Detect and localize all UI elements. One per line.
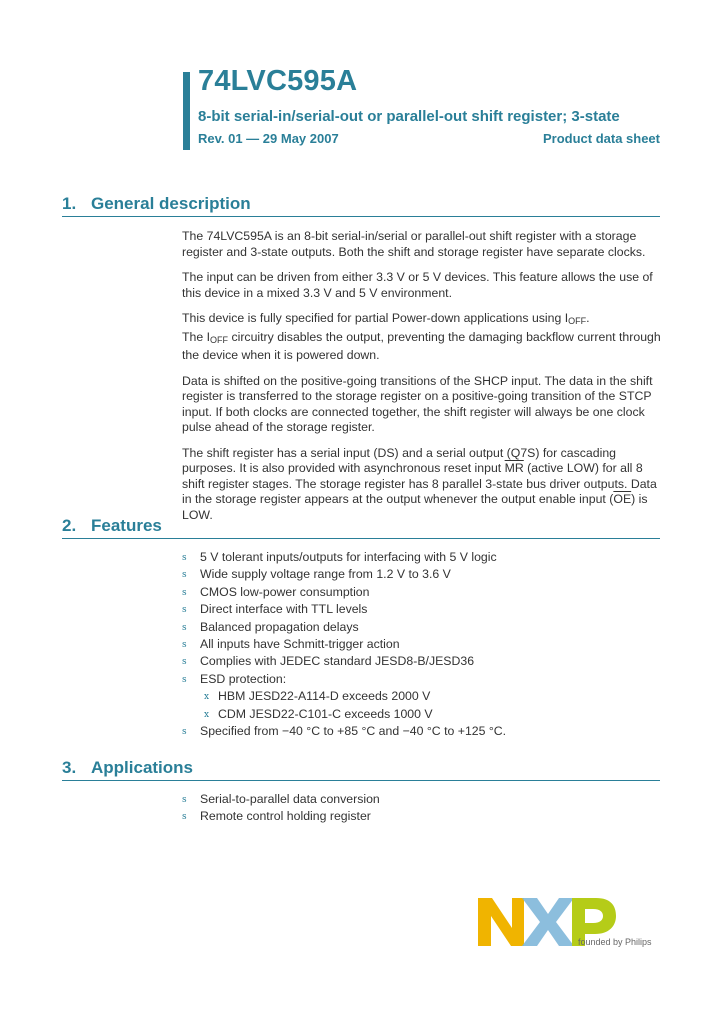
text-run: The shift register has a serial input (DS) and a serial output (Q7S) for cascading purposes. It is also provided with asynchronous reset input	[182, 445, 617, 475]
text-run: The I	[182, 329, 211, 344]
sub-bullet-icon: x	[204, 692, 210, 703]
section-heading	[62, 194, 660, 214]
section-title: Features	[91, 516, 162, 535]
list-item	[182, 653, 662, 670]
document-type: Product data sheet	[542, 131, 660, 146]
paragraph	[182, 446, 662, 524]
list-item-text: Complies with JEDEC standard JESD8-B/JESD36	[200, 654, 475, 669]
bullet-icon: s	[182, 622, 187, 633]
bullet-icon: s	[182, 553, 187, 563]
list-item	[182, 791, 662, 808]
section-applications	[62, 758, 660, 778]
signal-oe: $\overline{OE}$	[613, 492, 632, 506]
list-item-text: HBM JESD22-A114-D exceeds 2000 V	[218, 689, 431, 704]
general-description-body	[182, 229, 662, 533]
list-item	[182, 584, 662, 601]
bullet-icon: s	[182, 570, 187, 581]
bullet-icon: s	[182, 605, 187, 616]
subscript: OFF	[210, 334, 229, 345]
text-run: (active LOW) for all 8 shift register stages. The storage register has 8 parallel 3-state bus driver outputs. Data in the storage register appears at the output whenever the output enable input (	[182, 461, 657, 506]
list-item	[182, 808, 662, 825]
list-item-text: Remote control holding register	[200, 809, 371, 824]
subscript: OFF	[568, 316, 587, 326]
features-list	[182, 549, 662, 740]
bullet-icon: s	[182, 726, 187, 737]
features-list-container	[182, 549, 662, 740]
list-item-text: Wide supply voltage range from 1.2 V to 3.6 V	[200, 567, 451, 582]
list-item	[182, 549, 662, 566]
section-heading	[62, 758, 660, 778]
list-item-text: Specified from −40 °C to +85 °C and −40 °C to +125 °C.	[200, 723, 507, 738]
section-general-description	[62, 194, 660, 214]
revision-date: Rev. 01 — 29 May 2007	[198, 131, 339, 146]
header-accent-bar	[183, 72, 190, 150]
logo-tagline: founded by Philips	[578, 937, 652, 947]
applications-list	[182, 791, 662, 826]
section-title: Applications	[91, 758, 194, 777]
section-features	[62, 516, 660, 536]
logo-letter-x	[522, 898, 574, 946]
list-item	[182, 636, 662, 653]
list-item	[182, 619, 662, 636]
list-item-text: All inputs have Schmitt-trigger action	[200, 636, 400, 651]
paragraph: Data is shifted on the positive-going transitions of the SHCP input. The data in the shift register is transferred to the storage register on a positive-going transition of the STCP input. If both clocks are connected together, the shift register will always be one clock pulse ahead of the storage register.	[182, 373, 653, 434]
list-item	[182, 671, 662, 688]
section-rule	[62, 780, 660, 781]
signal-mr: $\overline{MR}$	[504, 461, 524, 475]
list-item	[182, 723, 662, 740]
section-heading	[62, 516, 660, 536]
sub-list-item	[182, 688, 662, 705]
list-item	[182, 601, 662, 618]
list-item-text: CMOS low-power consumption	[200, 584, 370, 599]
list-item-text: 5 V tolerant inputs/outputs for interfacing with 5 V logic	[200, 550, 497, 564]
bullet-icon: s	[182, 812, 187, 823]
text-run: circuitry disables the output, preventing the damaging backflow current through the device when it is powered down.	[182, 329, 661, 362]
paragraph: The input can be driven from either 3.3 V or 5 V devices. This feature allows the use of this device in a mixed 3.3 V and 5 V environment.	[182, 270, 653, 300]
list-item-text: ESD protection:	[200, 671, 287, 686]
bullet-icon: s	[182, 639, 187, 650]
text-run: ) is LOW.	[182, 492, 648, 522]
document-subtitle: 8-bit serial-in/serial-out or parallel-out shift register; 3-state	[198, 108, 620, 125]
bullet-icon: s	[182, 795, 187, 805]
section-number: 2.	[62, 516, 77, 535]
sub-list-item	[182, 706, 662, 723]
paragraph	[182, 311, 662, 364]
text-run: This device is fully specified for partial Power-down applications using I	[182, 311, 569, 325]
list-item-text: Serial-to-parallel data conversion	[200, 792, 380, 806]
sub-bullet-icon: x	[204, 709, 210, 720]
paragraph: The 74LVC595A is an 8-bit serial-in/serial or parallel-out shift register with a storage register and 3-state outputs. Both the shift and storage register have separate clocks.	[182, 229, 646, 259]
section-number: 1.	[62, 194, 77, 213]
bullet-icon: s	[182, 657, 187, 668]
document-title: 74LVC595A	[198, 65, 358, 97]
applications-list-container	[182, 791, 662, 826]
section-title: General description	[91, 194, 251, 213]
section-number: 3.	[62, 758, 77, 777]
section-rule	[62, 216, 660, 217]
text-run: .	[586, 311, 590, 325]
section-rule	[62, 538, 660, 539]
logo-letter-n	[478, 898, 524, 946]
list-item-text: Balanced propagation delays	[200, 619, 359, 634]
bullet-icon: s	[182, 587, 187, 598]
bullet-icon: s	[182, 674, 187, 685]
list-item	[182, 566, 662, 583]
list-item-text: Direct interface with TTL levels	[200, 602, 368, 617]
list-item-text: CDM JESD22-C101-C exceeds 1000 V	[218, 706, 433, 721]
